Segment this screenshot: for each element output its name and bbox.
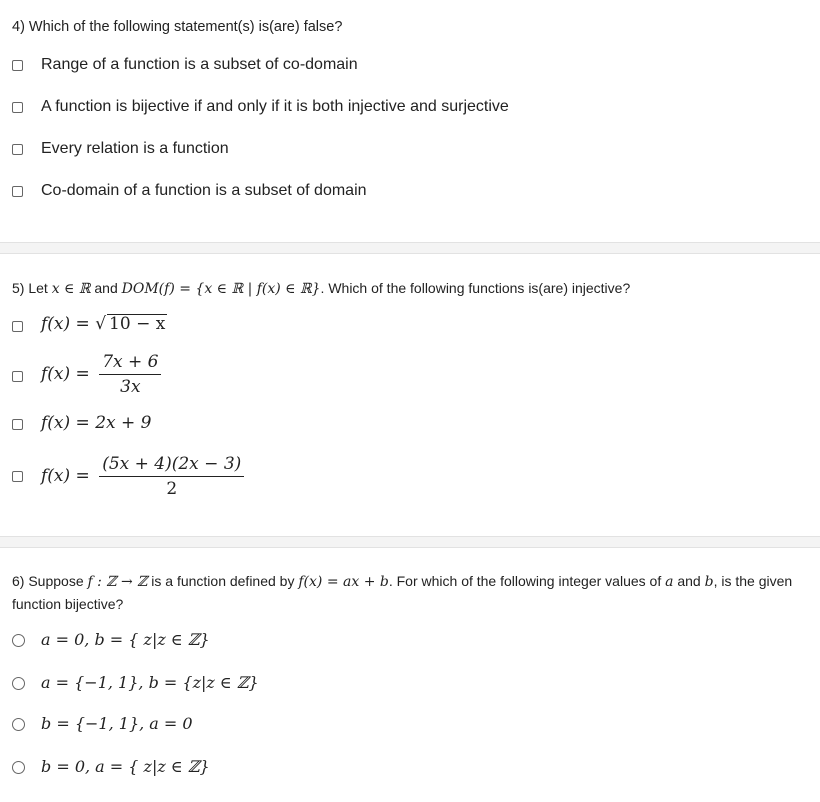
fraction bbox=[99, 452, 244, 501]
radio-button[interactable] bbox=[12, 634, 25, 647]
section-divider bbox=[0, 536, 820, 548]
radio-button[interactable] bbox=[12, 677, 25, 690]
section-divider bbox=[0, 242, 820, 254]
option-label: a = {−1, 1}, b = {z|z ∈ ℤ} bbox=[41, 673, 259, 692]
fraction-numerator: (5x + 4)(2x − 3) bbox=[99, 452, 244, 477]
option-label: Every relation is a function bbox=[41, 140, 229, 157]
function-lhs: f(x) = bbox=[41, 314, 96, 334]
checkbox[interactable] bbox=[12, 321, 23, 332]
fraction-denominator: 3x bbox=[120, 377, 141, 397]
fraction-denominator: 2 bbox=[166, 479, 178, 499]
option-label: a = 0, b = { z|z ∈ ℤ} bbox=[41, 630, 210, 649]
checkbox[interactable] bbox=[12, 60, 23, 71]
option-label: b = {−1, 1}, a = 0 bbox=[41, 714, 193, 733]
function-lhs: f(x) = bbox=[41, 364, 96, 384]
question-4-text: 4) Which of the following statement(s) is(are) false? bbox=[12, 19, 343, 35]
option-label: Range of a function is a subset of co-domain bbox=[41, 56, 358, 73]
radio-button[interactable] bbox=[12, 718, 25, 731]
function-lhs: f(x) = bbox=[41, 413, 96, 433]
function-lhs: f(x) = bbox=[41, 466, 96, 486]
function-expression: 2x + 9 bbox=[95, 413, 152, 433]
checkbox[interactable] bbox=[12, 186, 23, 197]
question-6-text: 6) Suppose f : ℤ → ℤ is a function defined by f(x) = ax + b. For which of the following integer values of a and b, is the given function bijective? bbox=[12, 573, 793, 612]
option-label: Co-domain of a function is a subset of domain bbox=[41, 182, 367, 199]
fraction bbox=[99, 350, 161, 399]
option-label: b = 0, a = { z|z ∈ ℤ} bbox=[41, 757, 210, 776]
question-5-text: 5) Let x ∈ ℝ and DOM(f) = {x ∈ ℝ | f(x) ∈ ℝ}. Which of the following functions is(are) injective? bbox=[12, 280, 631, 297]
sqrt-expression: 10 − x bbox=[109, 314, 166, 334]
checkbox[interactable] bbox=[12, 419, 23, 430]
option-label: A function is bijective if and only if it is both injective and surjective bbox=[41, 98, 509, 115]
fraction-numerator: 7x + 6 bbox=[99, 350, 161, 375]
checkbox[interactable] bbox=[12, 371, 23, 382]
checkbox[interactable] bbox=[12, 102, 23, 113]
checkbox[interactable] bbox=[12, 144, 23, 155]
radio-button[interactable] bbox=[12, 761, 25, 774]
checkbox[interactable] bbox=[12, 471, 23, 482]
